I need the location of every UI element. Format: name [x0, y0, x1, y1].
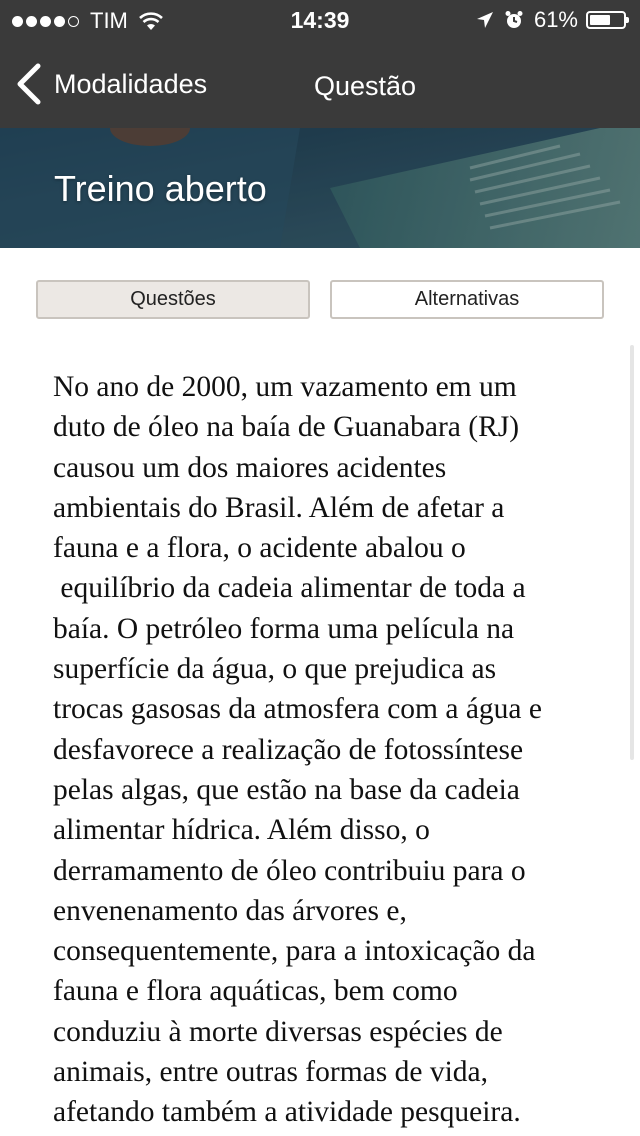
- navigation-bar: [0, 40, 640, 128]
- banner-title: Treino aberto: [54, 168, 267, 209]
- question-text: [53, 367, 613, 1133]
- question-line: fauna e flora aquáticas, bem como: [53, 975, 458, 1008]
- tab-questoes[interactable]: Questões: [36, 280, 310, 319]
- alarm-icon: [504, 10, 524, 30]
- question-line: envenenamento das árvores e,: [53, 894, 407, 927]
- question-line: animais, entre outras formas de vida,: [53, 1056, 488, 1089]
- question-line: trocas gasosas da atmosfera com a água e: [53, 693, 542, 726]
- question-line: consequentemente, para a intoxicação da: [53, 935, 536, 968]
- status-right: [476, 7, 626, 33]
- question-line: equilíbrio da cadeia alimentar de toda a: [53, 572, 526, 605]
- question-line: baía. O petróleo forma uma película na: [53, 612, 515, 645]
- back-button-label: Modalidades: [54, 68, 208, 99]
- question-line: pelas algas, que estão na base da cadeia: [53, 773, 520, 806]
- scroll-indicator[interactable]: [630, 345, 634, 760]
- location-arrow-icon: [476, 11, 494, 29]
- question-line: superfície da água, o que prejudica as: [53, 653, 497, 686]
- question-line: derramamento de óleo contribuiu para o: [53, 854, 526, 887]
- carrier-name: TIM: [90, 8, 128, 33]
- battery-icon: [586, 11, 626, 29]
- question-line: duto de óleo na baía de Guanabara (RJ): [53, 411, 520, 444]
- question-line: No ano de 2000, um vazamento em um: [53, 371, 517, 403]
- battery-percent: 61%: [533, 7, 578, 32]
- question-line: alimentar hídrica. Além disso, o: [53, 814, 430, 847]
- banner-image: [0, 128, 640, 248]
- tab-alternativas[interactable]: Alternativas: [330, 280, 604, 319]
- question-line: fauna e a flora, o acidente abalou o: [53, 532, 466, 565]
- question-line: ambientais do Brasil. Além de afetar a: [53, 491, 505, 524]
- page-title: Questão: [313, 71, 417, 101]
- question-line: afetando também a atividade pesqueira.: [53, 1096, 521, 1129]
- status-bar: [0, 0, 640, 40]
- status-time: 14:39: [290, 7, 350, 33]
- question-line: conduziu à morte diversas espécies de: [53, 1015, 503, 1048]
- question-line: desfavorece a realização de fotossíntese: [53, 733, 524, 766]
- question-line: causou um dos maiores acidentes: [53, 451, 447, 484]
